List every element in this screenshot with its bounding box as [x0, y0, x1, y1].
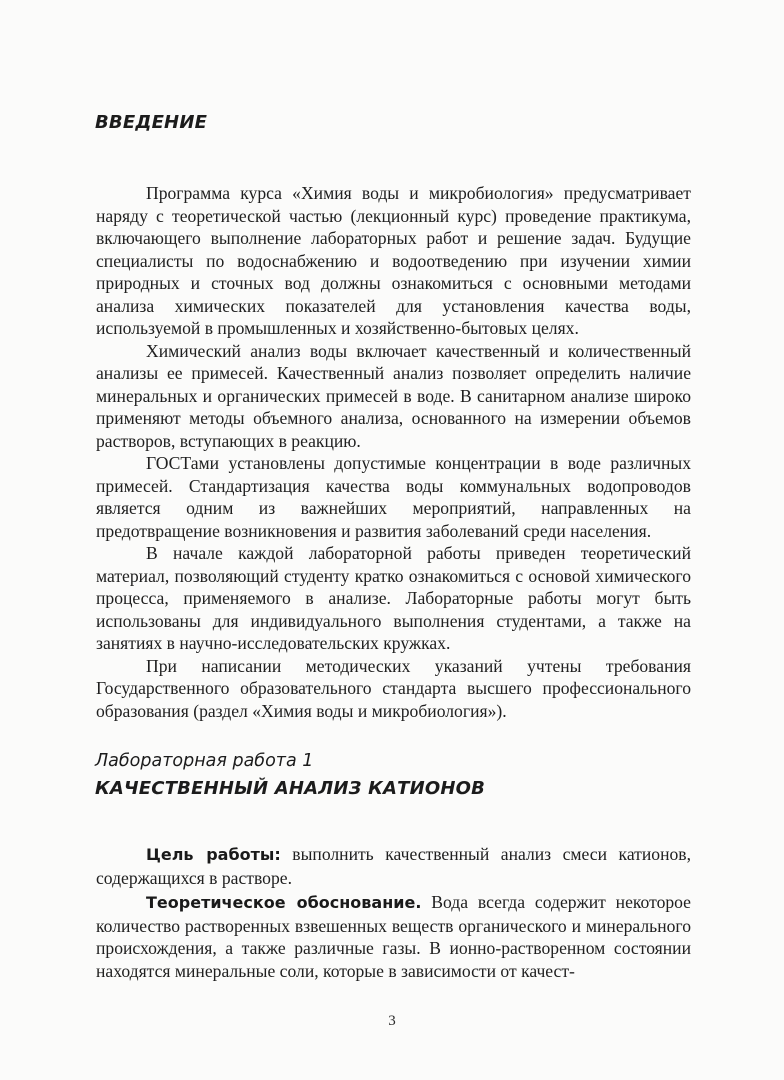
intro-paragraph: При написании методических указаний учтены требования Государственного образовательного стандарта высшего профессионального образования (раздел «Химия воды и микробиология»).	[96, 655, 691, 721]
theory-text: Вода всегда содержит некоторое количество растворенных взвешенных веществ органического и минерального происхождения, а также различные газы. В ионно-растворенном состоянии находятся минеральные соли, которые в зависимости от качест-	[96, 892, 691, 981]
intro-heading: ВВЕДЕНИЕ	[95, 112, 208, 133]
goal-paragraph	[96, 843, 691, 889]
lab-title: Лабораторная работа 1	[95, 751, 314, 771]
theory-paragraph	[96, 891, 691, 982]
lab-heading: КАЧЕСТВЕННЫЙ АНАЛИЗ КАТИОНОВ	[95, 778, 486, 799]
intro-body	[96, 182, 691, 722]
intro-paragraph: ГОСТами установлены допустимые концентрации в воде различных примесей. Стандартизация качества воды коммунальных водопроводов является одним из важнейших мероприятий, направленных на предотвращение возникновения и развития заболеваний среди населения.	[96, 453, 691, 541]
intro-paragraph: Химический анализ воды включает качественный и количественный анализы ее примесей. Качественный анализ позволяет определить наличие минеральных и органических примесей в воде. В санитарном анализе широко применяют методы объемного анализа, основанного на измерении объемов растворов, вступающих в реакцию.	[96, 340, 691, 451]
intro-paragraph: В начале каждой лабораторной работы приведен теоретический материал, позволяющий студенту кратко ознакомиться с основой химического процесса, применяемого в анализе. Лабораторные работы могут быть использованы для индивидуального выполнения студентами, а также на занятиях в научно-исследовательских кружках.	[96, 543, 691, 653]
theory-label: Теоретическое обоснование.	[146, 893, 422, 912]
lab-body	[96, 843, 691, 982]
intro-paragraph: Программа курса «Химия воды и микробиология» предусматривает наряду с теоретической частью (лекционный курс) проведение практикума, включающего выполнение лабораторных работ и решение задач. Будущие специалисты по водоснабжению и водоотведению при изучении химии природных и сточных вод должны ознакомиться с основными методами анализа химических показателей для установления качества воды, используемой в промышленных и хозяйственно-бытовых целях.	[96, 183, 691, 338]
page-number: 3	[388, 1013, 396, 1029]
goal-text: выполнить качественный анализ смеси катионов, содержащихся в растворе.	[96, 844, 691, 888]
goal-label: Цель работы:	[146, 845, 281, 864]
